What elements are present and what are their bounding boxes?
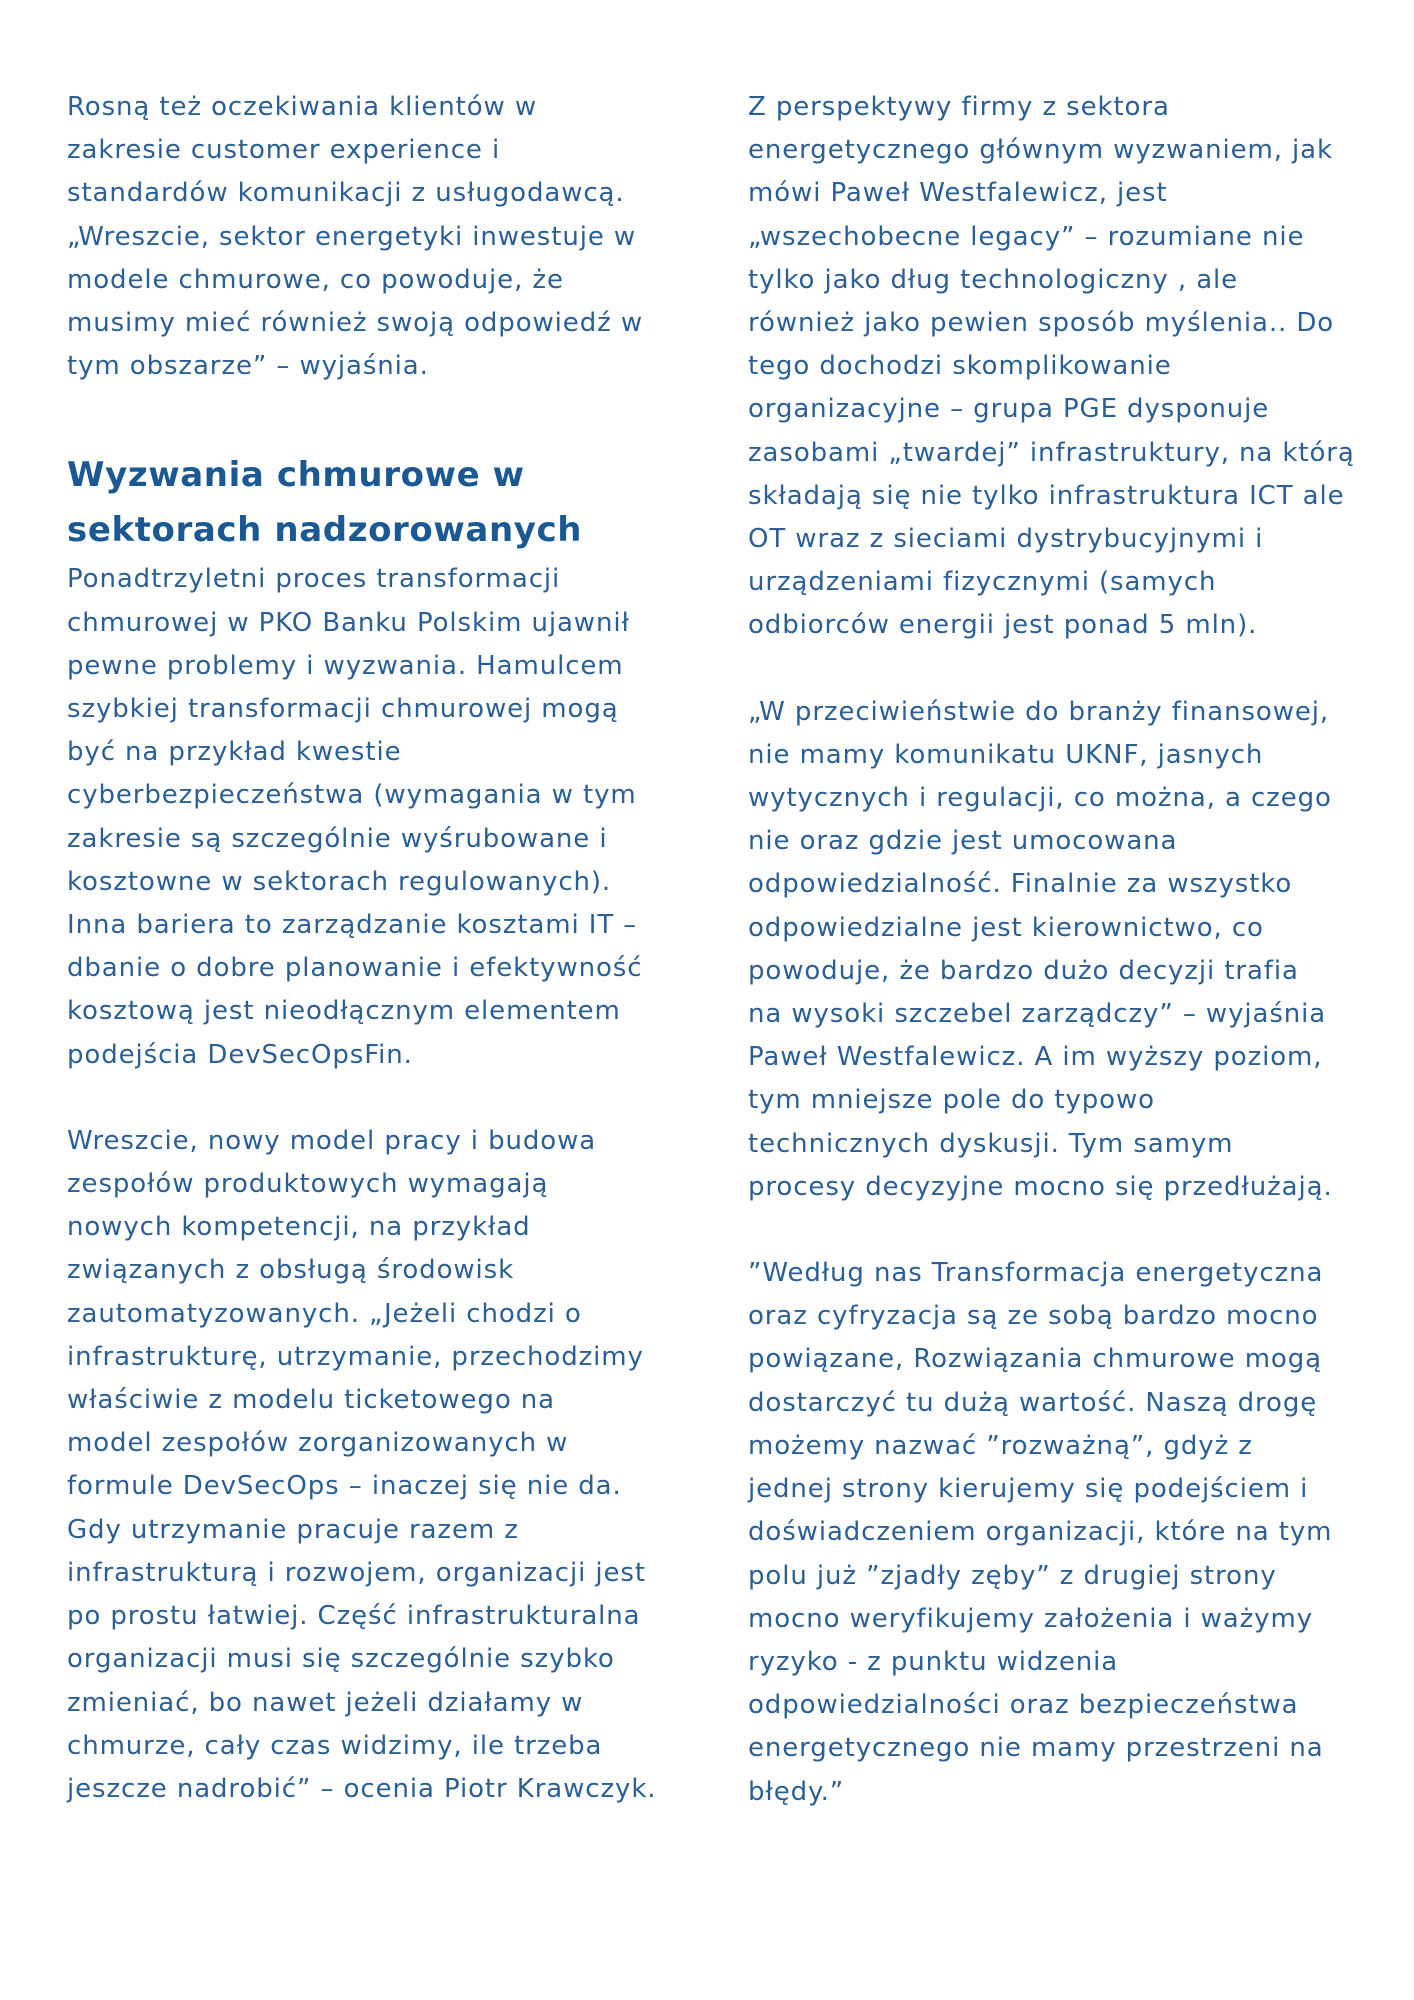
- text-line: wytycznych i regulacji, co można, a czego: [748, 783, 1332, 814]
- text-line: procesy decyzyjne mocno się przedłużają.: [748, 1171, 1333, 1202]
- text-line: chmurowej w PKO Banku Polskim ujawnił: [67, 607, 630, 638]
- text-line: cyberbezpieczeństwa (wymagania w tym: [67, 780, 637, 811]
- text-line: zautomatyzowanych. „Jeżeli chodzi o: [67, 1298, 582, 1329]
- text-line: kosztową jest nieodłącznym elementem: [67, 996, 621, 1027]
- paragraph-new-work-model: [67, 1120, 687, 1811]
- text-line: błędy.”: [748, 1776, 845, 1807]
- text-line: być na przykład kwestie: [67, 737, 402, 768]
- text-line: chmurze, cały czas widzimy, ile trzeba: [67, 1730, 603, 1761]
- text-line: oraz cyfryzacja są ze sobą bardzo mocno: [748, 1301, 1319, 1332]
- text-line: powiązane, Rozwiązania chmurowe mogą: [748, 1344, 1322, 1375]
- text-line: infrastrukturę, utrzymanie, przechodzimy: [67, 1341, 644, 1372]
- text-line: jednej strony kierujemy się podejściem i: [748, 1474, 1309, 1505]
- text-line: Rosną też oczekiwania klientów w: [67, 92, 538, 122]
- text-line: zakresie są szczególnie wyśrubowane i: [67, 823, 608, 854]
- text-line: odbiorców energii jest ponad 5 mln).: [748, 610, 1258, 641]
- text-line: model zespołów zorganizowanych w: [67, 1428, 569, 1459]
- paragraph-regulation-quote: [748, 691, 1368, 1209]
- text-line: OT wraz z sieciami dystrybucyjnymi i: [748, 524, 1264, 555]
- text-line: Inna bariera to zarządzanie kosztami IT –: [67, 910, 638, 941]
- text-line: Z perspektywy firmy z sektora: [748, 92, 1170, 122]
- text-line: ”Według nas Transformacja energetyczna: [748, 1258, 1324, 1289]
- section-heading: [67, 448, 687, 558]
- text-line: powoduje, że bardzo dużo decyzji trafia: [748, 955, 1299, 986]
- text-line: pewne problemy i wyzwania. Hamulcem: [67, 650, 624, 681]
- text-line: Ponadtrzyletni proces transformacji: [67, 564, 561, 595]
- text-line: dostarczyć tu dużą wartość. Naszą drogę: [748, 1387, 1318, 1418]
- text-line: zasobami „twardej” infrastruktury, na którą: [748, 437, 1355, 468]
- text-line: tym obszarze” – wyjaśnia.: [67, 351, 429, 382]
- paragraph-energy-sector-perspective: [748, 86, 1368, 648]
- text-line: również jako pewien sposób myślenia.. Do: [748, 308, 1335, 339]
- text-line: organizacyjne – grupa PGE dysponuje: [748, 394, 1270, 425]
- text-line: modele chmurowe, co powoduje, że: [67, 264, 564, 295]
- text-line: mówi Paweł Westfalewicz, jest: [748, 178, 1168, 209]
- text-line: odpowiedzialności oraz bezpieczeństwa: [748, 1690, 1299, 1721]
- text-line: infrastrukturą i rozwojem, organizacji jest: [67, 1557, 646, 1588]
- text-line: ryzyko - z punktu widzenia: [748, 1646, 1119, 1677]
- left-column: [67, 86, 687, 1811]
- text-line: tym mniejsze pole do typowo: [748, 1085, 1155, 1116]
- text-line: szybkiej transformacji chmurowej mogą: [67, 694, 619, 725]
- text-line: technicznych dyskusji. Tym samym: [748, 1128, 1234, 1159]
- text-line: dbanie o dobre planowanie i efektywność: [67, 953, 643, 984]
- text-line: „wszechobecne legacy” – rozumiane nie: [748, 221, 1305, 252]
- paragraph-spacer: [67, 388, 687, 448]
- text-line: Paweł Westfalewicz. A im wyższy poziom,: [748, 1042, 1323, 1073]
- text-line: na wysoki szczebel zarządczy” – wyjaśnia: [748, 999, 1327, 1030]
- text-line: nowych kompetencji, na przykład: [67, 1212, 531, 1243]
- text-line: tego dochodzi skomplikowanie: [748, 351, 1172, 382]
- text-line: związanych z obsługą środowisk: [67, 1255, 515, 1286]
- text-line: zakresie customer experience i: [67, 135, 501, 166]
- text-line: kosztowne w sektorach regulowanych).: [67, 866, 612, 897]
- paragraph-spacer: [67, 1077, 687, 1120]
- text-line: nie oraz gdzie jest umocowana: [748, 826, 1178, 857]
- text-line: organizacji musi się szczególnie szybko: [67, 1644, 615, 1675]
- text-line: właściwie z modelu ticketowego na: [67, 1385, 556, 1416]
- text-line: formule DevSecOps – inaczej się nie da.: [67, 1471, 622, 1502]
- text-line: „W przeciwieństwie do branży finansowej,: [748, 696, 1330, 727]
- text-line: Wyzwania chmurowe w: [67, 455, 525, 496]
- right-column: [748, 86, 1368, 1814]
- text-line: polu już ”zjadły zęby” z drugiej strony: [748, 1560, 1277, 1591]
- text-line: urządzeniami fizycznymi (samych: [748, 567, 1217, 598]
- text-line: musimy mieć również swoją odpowiedź w: [67, 308, 643, 339]
- intro-paragraph: [67, 86, 687, 388]
- paragraph-energy-transformation-quote: [748, 1252, 1368, 1814]
- text-line: doświadczeniem organizacji, które na tym: [748, 1517, 1333, 1548]
- text-line: odpowiedzialność. Finalnie za wszystko: [748, 869, 1293, 900]
- text-line: zespołów produktowych wymagają: [67, 1169, 549, 1200]
- text-line: tylko jako dług technologiczny , ale: [748, 264, 1239, 295]
- text-line: możemy nazwać ”rozważną”, gdyż z: [748, 1430, 1253, 1461]
- text-line: Wreszcie, nowy model pracy i budowa: [67, 1125, 597, 1156]
- text-line: energetycznego nie mamy przestrzeni na: [748, 1733, 1324, 1764]
- text-line: jeszcze nadrobić” – ocenia Piotr Krawczyk.: [67, 1773, 657, 1804]
- text-line: energetycznego głównym wyzwaniem, jak: [748, 135, 1333, 166]
- paragraph-transformation-challenges: [67, 558, 687, 1076]
- paragraph-spacer: [748, 1209, 1368, 1252]
- text-line: odpowiedzialne jest kierownictwo, co: [748, 912, 1264, 943]
- text-line: „Wreszcie, sektor energetyki inwestuje w: [67, 221, 637, 252]
- text-line: podejścia DevSecOpsFin.: [67, 1039, 413, 1070]
- text-line: po prostu łatwiej. Część infrastrukturalna: [67, 1601, 641, 1632]
- text-line: składają się nie tylko infrastruktura ICT ale: [748, 480, 1345, 511]
- text-line: standardów komunikacji z usługodawcą.: [67, 178, 625, 209]
- text-line: nie mamy komunikatu UKNF, jasnych: [748, 739, 1264, 770]
- paragraph-spacer: [748, 648, 1368, 691]
- text-line: Gdy utrzymanie pracuje razem z: [67, 1514, 519, 1545]
- text-line: sektorach nadzorowanych: [67, 510, 583, 551]
- text-line: mocno weryfikujemy założenia i ważymy: [748, 1603, 1313, 1634]
- text-line: zmieniać, bo nawet jeżeli działamy w: [67, 1687, 584, 1718]
